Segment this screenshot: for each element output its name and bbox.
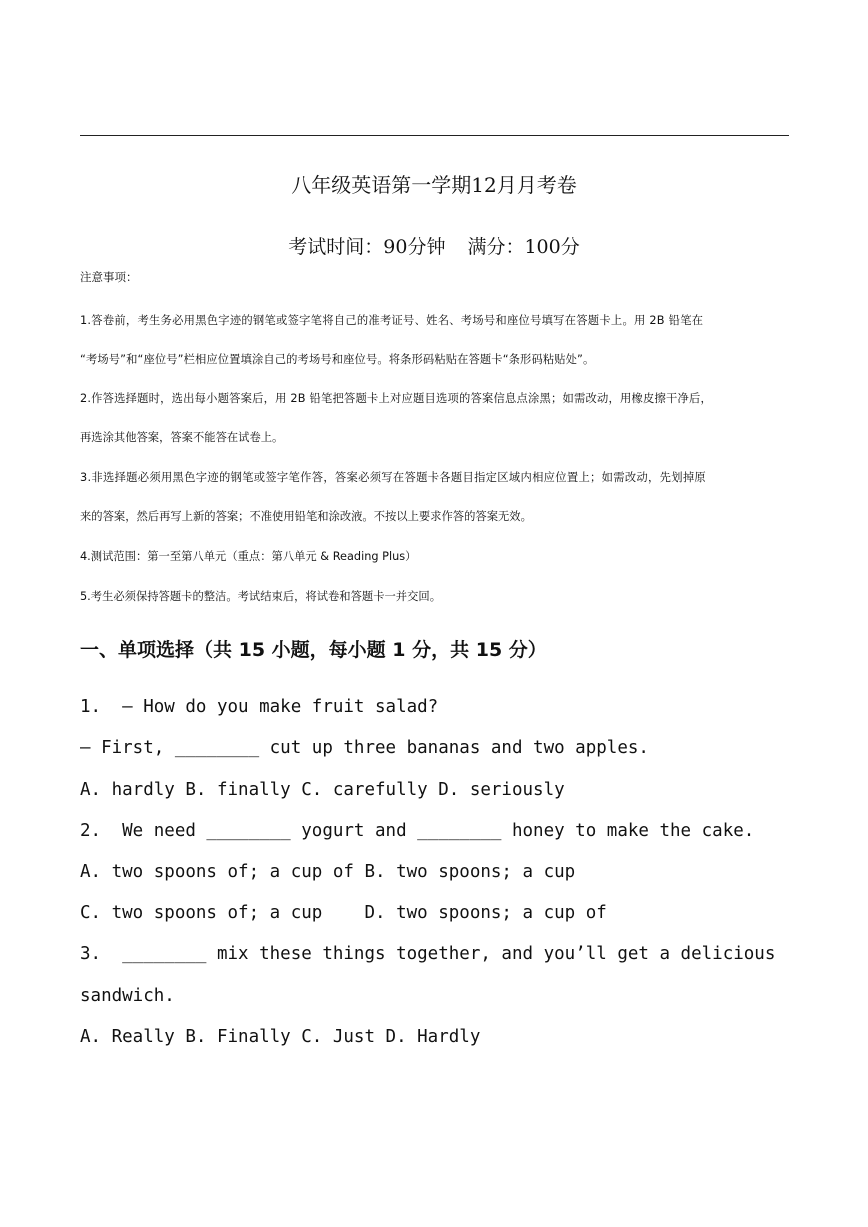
exam-title: 八年级英语第一学期12月月考卷 xyxy=(291,173,577,197)
question-line: 1. — How do you make fruit salad? xyxy=(80,697,439,717)
option-line: A. hardly B. finally C. carefully D. seriously xyxy=(80,780,565,800)
note-line: 来的答案，然后再写上新的答案；不准使用铅笔和涂改液。不按以上要求作答的答案无效。 xyxy=(80,510,532,523)
exam-time: 考试时间：90分钟 xyxy=(288,236,446,258)
note-line: 5.考生必须保持答题卡的整洁。考试结束后，将试卷和答题卡一并交回。 xyxy=(80,590,441,603)
option-line: A. Really B. Finally C. Just D. Hardly xyxy=(80,1027,481,1047)
note-line: 再选涂其他答案，答案不能答在试卷上。 xyxy=(80,431,284,444)
question-line: sandwich. xyxy=(80,986,175,1006)
note-line: “考场号”和“座位号”栏相应位置填涂自己的考场号和座位号。将条形码粘贴在答题卡“条形码粘贴处”。 xyxy=(80,353,595,366)
note-line: 4.测试范围：第一至第八单元（重点：第八单元 & Reading Plus） xyxy=(80,550,417,563)
notes-heading: 注意事项： xyxy=(80,270,138,284)
option-line: A. two spoons of; a cup of B. two spoons; a cup xyxy=(80,862,576,882)
question-line: — First, ________ cut up three bananas and two apples. xyxy=(80,738,649,758)
question-line: 3. ________ mix these things together, and you’ll get a delicious xyxy=(80,944,776,964)
note-line: 2.作答选择题时，选出每小题答案后，用 2B 铅笔把答题卡上对应题目选项的答案信息点涂黑；如需改动，用橡皮擦干净后， xyxy=(80,392,712,405)
exam-info xyxy=(0,234,868,260)
full-score: 满分：100分 xyxy=(467,236,580,258)
option-line: C. two spoons of; a cup D. two spoons; a cup of xyxy=(80,903,607,923)
header-rule xyxy=(80,135,789,136)
note-line: 1.答卷前，考生务必用黑色字迹的钢笔或签字笔将自己的准考证号、姓名、考场号和座位号填写在答题卡上。用 2B 铅笔在 xyxy=(80,314,704,327)
note-line: 3.非选择题必须用黑色字迹的钢笔或签字笔作答，答案必须写在答题卡各题目指定区域内相应位置上；如需改动，先划掉原 xyxy=(80,471,707,484)
section-heading: 一、单项选择（共 15 小题，每小题 1 分，共 15 分） xyxy=(80,639,547,661)
question-line: 2. We need ________ yogurt and ________ honey to make the cake. xyxy=(80,821,755,841)
